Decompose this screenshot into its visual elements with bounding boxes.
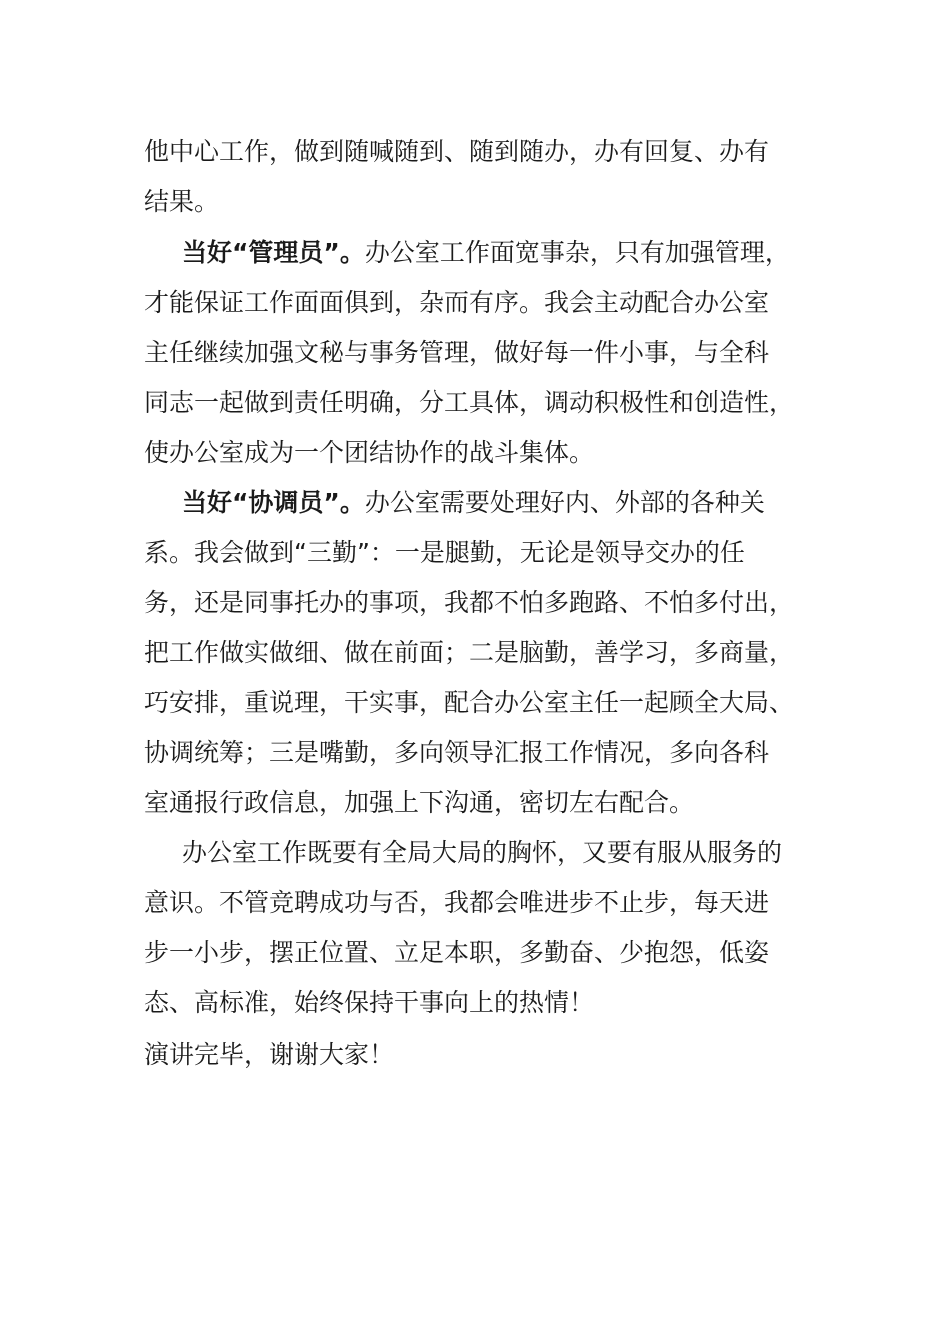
heading-manager: 当好“管理员”。 (182, 238, 365, 267)
text-line: 使办公室成为一个团结协作的战斗集体。 (144, 438, 595, 467)
text-line: 步一小步，摆正位置、立足本职，多勤奋、少抱怨，低姿 (144, 938, 770, 967)
text-line: 务，还是同事托办的事项，我都不怕多跑路、不怕多付出， (144, 588, 795, 617)
text-line: 才能保证工作面面俱到，杂而有序。我会主动配合办公室 (144, 288, 770, 317)
text-line: 结果。 (144, 187, 220, 216)
paragraph-manager (182, 228, 790, 278)
text-line: 巧安排，重说理，干实事，配合办公室主任一起顾全大局、 (144, 688, 795, 717)
text-line: 主任继续加强文秘与事务管理，做好每一件小事，与全科 (144, 338, 770, 367)
text-line: 协调统筹；三是嘴勤，多向领导汇报工作情况，多向各科 (144, 738, 770, 767)
text-span: 办公室需要处理好内、外部的各种关 (364, 488, 765, 517)
text-span: 办公室工作面宽事杂，只有加强管理， (364, 238, 790, 267)
text-line: 系。我会做到“三勤”：一是腿勤，无论是领导交办的任 (144, 538, 745, 567)
paragraph-coordinator (182, 478, 765, 528)
closing-line: 演讲完毕，谢谢大家！ (144, 1040, 395, 1069)
text-line: 室通报行政信息，加强上下沟通，密切左右配合。 (144, 788, 695, 817)
text-line: 他中心工作，做到随喊随到、随到随办，办有回复、办有 (144, 137, 770, 166)
heading-coordinator: 当好“协调员”。 (182, 488, 365, 517)
text-line: 意识。不管竞聘成功与否，我都会唯进步不止步，每天进 (144, 888, 770, 917)
text-line: 态、高标准，始终保持干事向上的热情！ (144, 988, 595, 1017)
text-line: 同志一起做到责任明确，分工具体，调动积极性和创造性， (144, 388, 795, 417)
text-line: 把工作做实做细、做在前面；二是脑勤，善学习，多商量， (144, 638, 795, 667)
text-line: 办公室工作既要有全局大局的胸怀，又要有服从服务的 (182, 838, 783, 867)
